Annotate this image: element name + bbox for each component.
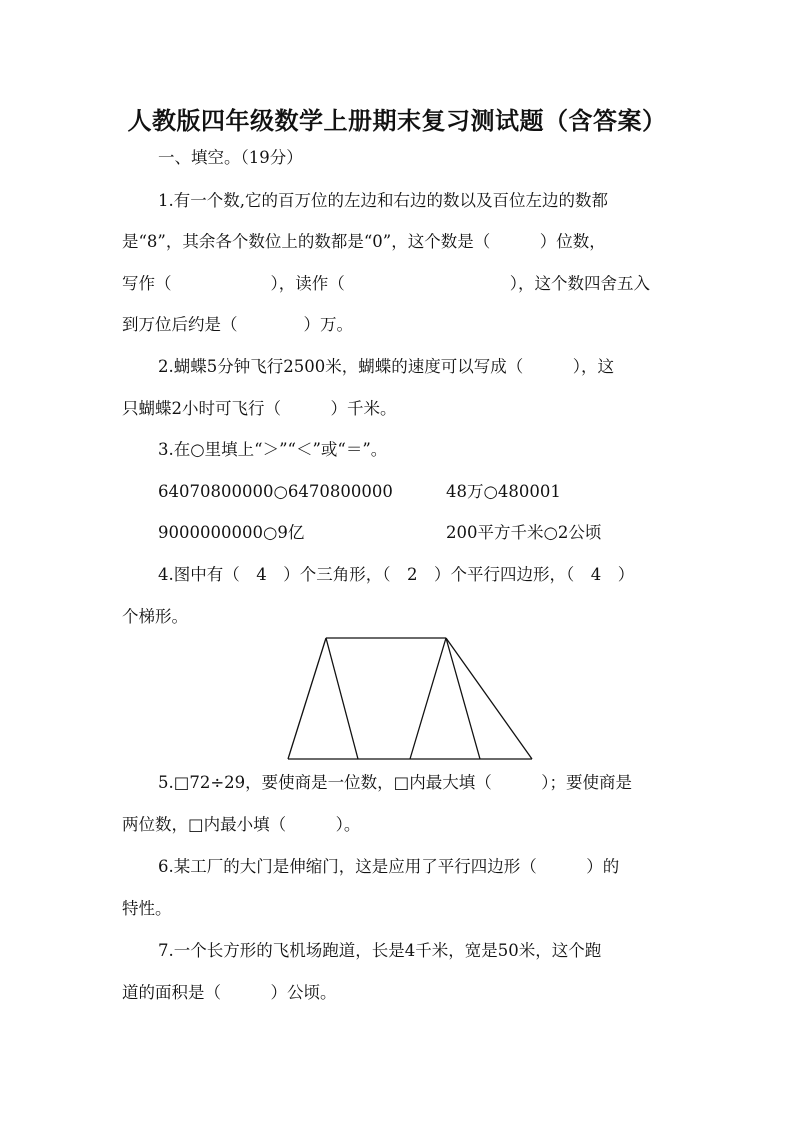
q4-line1: 4.图中有（ 4 ）个三角形，（ 2 ）个平行四边形，（ 4 ） <box>158 565 635 584</box>
section-heading: 一、填空。（19分） <box>158 148 303 167</box>
q6-line2: 特性。 <box>122 899 172 918</box>
q1-line2: 是“8”，其余各个数位上的数都是“0”，这个数是（ ）位数， <box>122 232 606 251</box>
figure-right-edge <box>446 638 532 759</box>
q3-compare-3: 9000000000○9亿 <box>158 523 305 542</box>
q4-line2: 个梯形。 <box>122 607 188 626</box>
q2-line2: 只蝴蝶2小时可飞行（ ）千米。 <box>122 399 397 418</box>
page-title: 人教版四年级数学上册期末复习测试题（含答案） <box>127 107 667 135</box>
q7-line2: 道的面积是（ ）公顷。 <box>122 983 337 1002</box>
q3-prompt: 3.在○里填上“＞”“＜”或“＝”。 <box>158 440 388 459</box>
q1-line1: 1.有一个数,它的百万位的左边和右边的数以及百位左边的数都 <box>158 191 608 210</box>
q1-line4: 到万位后约是（ ）万。 <box>122 315 353 334</box>
q2-line1: 2.蝴蝶5分钟飞行2500米，蝴蝶的速度可以写成（ ），这 <box>158 357 614 376</box>
q6-line1: 6.某工厂的大门是伸缩门，这是应用了平行四边形（ ）的 <box>158 857 620 876</box>
geometry-figure <box>284 634 536 762</box>
q5-line2: 两位数，□内最小填（ ）。 <box>122 815 361 834</box>
q3-compare-4: 200平方千米○2公顷 <box>446 523 602 542</box>
q3-compare-2: 48万○480001 <box>446 482 561 501</box>
figure-inner-edge-3 <box>446 638 480 759</box>
q1-line3: 写作（ ），读作（ ），这个数四舍五入 <box>122 274 650 293</box>
figure-left-edge <box>288 638 326 759</box>
figure-inner-edge-2 <box>410 638 446 759</box>
figure-inner-edge-1 <box>326 638 358 759</box>
q3-compare-1: 64070800000○6470800000 <box>158 482 393 501</box>
q7-line1: 7.一个长方形的飞机场跑道，长是4千米，宽是50米，这个跑 <box>158 941 602 960</box>
q5-line1: 5.□72÷29，要使商是一位数，□内最大填（ ）；要使商是 <box>158 773 632 792</box>
